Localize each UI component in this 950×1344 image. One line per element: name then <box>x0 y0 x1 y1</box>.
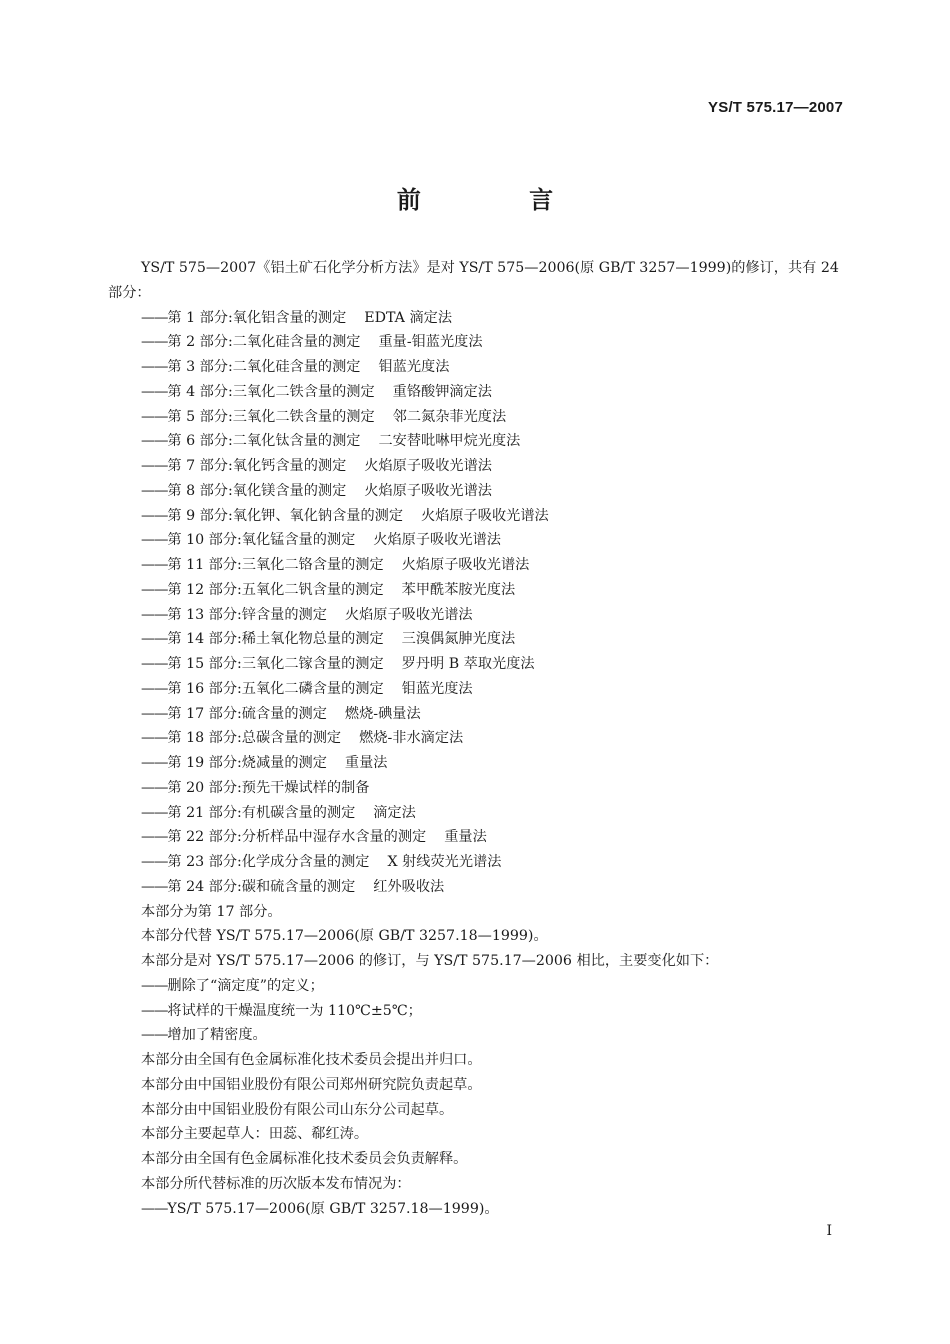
dash: —— <box>141 977 168 994</box>
dash: —— <box>141 383 168 400</box>
part-method: 重量-钼蓝光度法 <box>378 334 483 351</box>
part-label: 第 6 部分:二氧化钛含量的测定 <box>167 433 361 450</box>
change-text: 增加了精密度。 <box>167 1027 267 1044</box>
dash: —— <box>141 1027 168 1044</box>
list-item <box>108 454 848 479</box>
part-method: 钼蓝光度法 <box>401 680 473 697</box>
dash: —— <box>141 309 168 326</box>
part-method: 燃烧-碘量法 <box>344 705 421 722</box>
dash: —— <box>141 482 168 499</box>
dash: —— <box>141 606 168 623</box>
intro-paragraph: YS/T 575—2007《铝土矿石化学分析方法》是对 YS/T 575—2006(原 GB/T 3257—1999)的修订，共有 24 部分： <box>108 260 839 301</box>
dash: —— <box>141 359 168 375</box>
statement-part-number: 本部分为第 17 部分。 <box>141 903 282 920</box>
part-label: 第 15 部分:三氧化二镓含量的测定 <box>167 656 384 672</box>
part-method: 红外吸收法 <box>373 878 445 895</box>
statement-authors: 本部分主要起草人：田蕊、郗红涛。 <box>141 1126 369 1143</box>
list-item <box>108 726 848 751</box>
statement-co-drafter: 本部分由中国铝业股份有限公司山东分公司起草。 <box>141 1101 454 1118</box>
part-label: 第 19 部分:烧减量的测定 <box>167 755 327 771</box>
dash: —— <box>141 829 168 846</box>
part-label: 第 9 部分:氧化钾、氧化钠含量的测定 <box>167 507 404 524</box>
dash: —— <box>141 532 168 549</box>
list-item <box>108 875 848 900</box>
dash: —— <box>141 507 168 524</box>
statement-replaces: 本部分代替 YS/T 575.17—2006(原 GB/T 3257.18—1999)。 <box>141 928 548 945</box>
part-method: 重量法 <box>344 755 388 771</box>
part-method: 钼蓝光度法 <box>378 359 450 375</box>
change-text: 将试样的干燥温度统一为 110℃±5℃； <box>167 1002 422 1019</box>
part-method: 火焰原子吸收光谱法 <box>364 482 492 499</box>
list-item <box>108 578 848 603</box>
change-item <box>108 999 848 1024</box>
list-item <box>108 528 848 553</box>
part-label: 第 22 部分:分析样品中湿存水含量的测定 <box>167 829 427 846</box>
list-item <box>108 850 848 875</box>
part-method: 火焰原子吸收光谱法 <box>401 557 530 573</box>
part-method: 火焰原子吸收光谱法 <box>364 458 492 474</box>
part-method: 火焰原子吸收光谱法 <box>421 507 549 524</box>
part-method: 火焰原子吸收光谱法 <box>373 532 501 549</box>
part-method: X 射线荧光光谱法 <box>387 854 502 870</box>
part-method: 邻二氮杂菲光度法 <box>392 408 507 425</box>
statement-interpreter: 本部分由全国有色金属标准化技术委员会负责解释。 <box>141 1151 468 1167</box>
part-label: 第 3 部分:二氧化硅含量的测定 <box>167 359 361 375</box>
dash: —— <box>141 458 168 474</box>
part-method: 燃烧-非水滴定法 <box>359 730 464 747</box>
list-item <box>108 603 848 628</box>
page-number: I <box>826 1223 832 1239</box>
list-item <box>108 553 848 578</box>
dash: —— <box>141 1200 168 1217</box>
part-label: 第 14 部分:稀土氧化物总量的测定 <box>167 631 384 648</box>
dash: —— <box>141 804 168 821</box>
statement-revision: 本部分是对 YS/T 575.17—2006 的修订，与 YS/T 575.17—2006 相比，主要变化如下： <box>141 953 719 969</box>
part-label: 第 2 部分:二氧化硅含量的测定 <box>167 334 361 351</box>
part-label: 第 18 部分:总碳含量的测定 <box>167 730 342 747</box>
dash: —— <box>141 656 168 672</box>
list-item <box>108 677 848 702</box>
list-item <box>108 380 848 405</box>
part-method: 重铬酸钾滴定法 <box>392 383 492 400</box>
change-text: 删除了“滴定度”的定义； <box>167 977 324 994</box>
list-item <box>108 702 848 727</box>
part-label: 第 7 部分:氧化钙含量的测定 <box>167 458 347 474</box>
dash: —— <box>141 334 168 351</box>
list-item <box>108 330 848 355</box>
statement-drafter: 本部分由中国铝业股份有限公司郑州研究院负责起草。 <box>141 1076 482 1093</box>
list-item <box>108 801 848 826</box>
dash: —— <box>141 705 168 722</box>
part-label: 第 10 部分:氧化锰含量的测定 <box>167 532 356 549</box>
part-label: 第 4 部分:三氧化二铁含量的测定 <box>167 383 375 400</box>
dash: —— <box>141 854 168 870</box>
part-label: 第 11 部分:三氧化二铬含量的测定 <box>167 557 384 573</box>
list-item <box>108 504 848 529</box>
part-label: 第 20 部分:预先干燥试样的制备 <box>167 779 370 796</box>
part-method: 三溴偶氮胂光度法 <box>401 631 516 648</box>
history-item <box>108 1197 848 1222</box>
part-label: 第 24 部分:碳和硫含量的测定 <box>167 878 356 895</box>
dash: —— <box>141 408 168 425</box>
part-method: 滴定法 <box>373 804 416 821</box>
list-item <box>108 825 848 850</box>
page-title: 前 言 <box>396 186 604 214</box>
statement-history: 本部分所代替标准的历次版本发布情况为： <box>141 1175 411 1192</box>
dash: —— <box>141 680 168 697</box>
list-item <box>108 405 848 430</box>
dash: —— <box>141 581 168 598</box>
part-method: 二安替吡啉甲烷光度法 <box>378 433 521 450</box>
statement-proposer: 本部分由全国有色金属标准化技术委员会提出并归口。 <box>141 1052 482 1068</box>
part-label: 第 21 部分:有机碳含量的测定 <box>167 804 356 821</box>
dash: —— <box>141 557 168 573</box>
part-method: EDTA 滴定法 <box>364 309 453 326</box>
list-item <box>108 355 848 380</box>
dash: —— <box>141 1002 168 1019</box>
part-label: 第 13 部分:锌含量的测定 <box>167 606 327 623</box>
part-label: 第 1 部分:氧化铝含量的测定 <box>167 309 347 326</box>
list-item <box>108 429 848 454</box>
parts-list <box>108 306 848 900</box>
part-method: 罗丹明 B 萃取光度法 <box>401 656 535 672</box>
part-label: 第 23 部分:化学成分含量的测定 <box>167 854 370 870</box>
part-label: 第 12 部分:五氧化二钒含量的测定 <box>167 581 384 598</box>
list-item <box>108 776 848 801</box>
part-method: 火焰原子吸收光谱法 <box>344 606 473 623</box>
list-item <box>108 751 848 776</box>
dash: —— <box>141 730 168 747</box>
dash: —— <box>141 779 168 796</box>
history-text: YS/T 575.17—2006(原 GB/T 3257.18—1999)。 <box>167 1200 499 1217</box>
list-item <box>108 306 848 331</box>
document-body <box>108 256 848 1221</box>
part-label: 第 16 部分:五氧化二磷含量的测定 <box>167 680 384 697</box>
part-label: 第 8 部分:氧化镁含量的测定 <box>167 482 347 499</box>
dash: —— <box>141 755 168 771</box>
dash: —— <box>141 433 168 450</box>
part-method: 重量法 <box>444 829 487 846</box>
change-item <box>108 974 848 999</box>
part-method: 苯甲酰苯胺光度法 <box>401 581 516 598</box>
dash: —— <box>141 878 168 895</box>
dash: —— <box>141 631 168 648</box>
change-item <box>108 1023 848 1048</box>
list-item <box>108 479 848 504</box>
part-label: 第 5 部分:三氧化二铁含量的测定 <box>167 408 375 425</box>
list-item <box>108 652 848 677</box>
part-label: 第 17 部分:硫含量的测定 <box>167 705 327 722</box>
list-item <box>108 627 848 652</box>
standard-code: YS/T 575.17—2007 <box>708 99 843 116</box>
